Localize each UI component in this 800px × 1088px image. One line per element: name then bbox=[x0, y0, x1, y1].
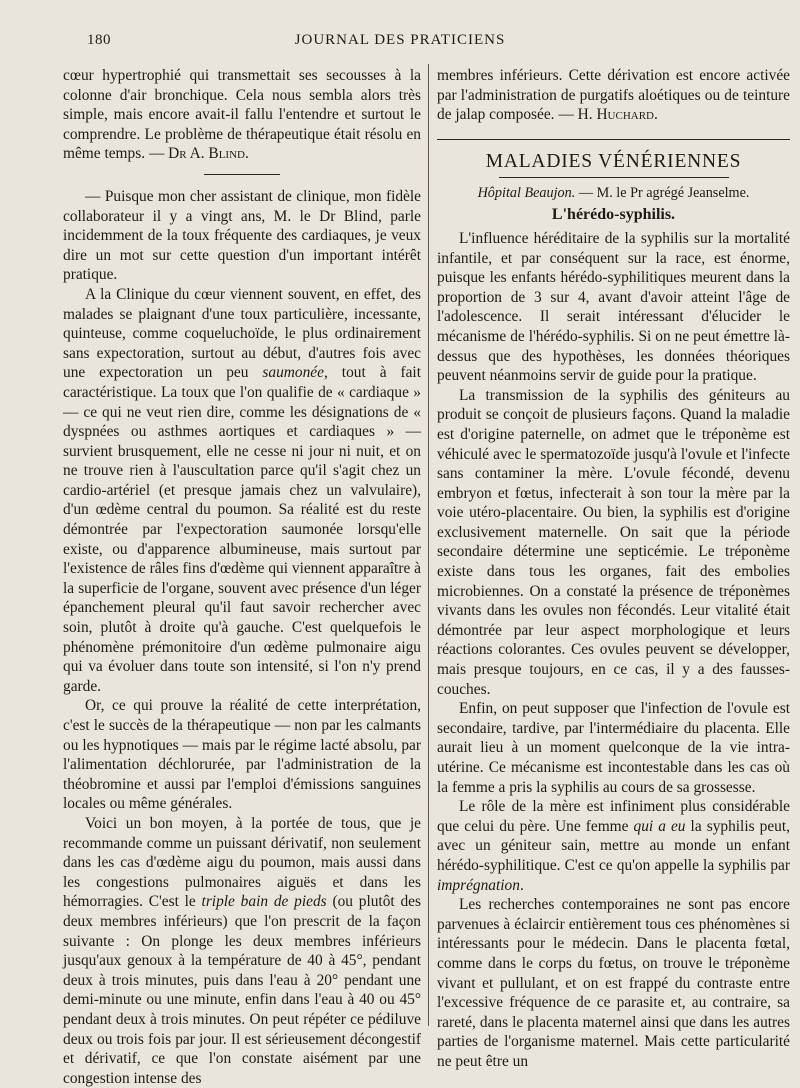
paragraph-intro: — Puisque mon cher assistant de clinique, mon fidèle collaborateur il y a vingt ans, M. le Dr Blind, parle incidemment de la toux fréquente des cardiaques, je veux dire un mot sur cette question d'un important intérêt pratique. bbox=[63, 187, 421, 284]
signature-huchard: — H. Huchard. bbox=[558, 106, 658, 124]
signature-blind: — Dr A. Blind. bbox=[148, 145, 249, 163]
paragraph-transmission: La transmission de la syphilis des géniteurs au produit se conçoit de plusieurs façons. Quand la maladie est d'origine paternelle, on admet que le tréponème est véhiculé avec le spermatozoïde jusqu'à l'ovule et l'infecte sans contaminer la mère. L'ovule fécondé, devenu embryon et fœtus, infecterait à son tour la mère par la voie utéro-placentaire. Ou bien, la syphilis est d'origine exclusivement maternelle. On sait que la période secondaire détermine une septicémie. Le tréponème existe dans tous les organes, fait des embolies microbiennes. On a constaté la présence de tréponèmes vivants dans les ovules non fécondés. Leur vitalité était démontrée par leur aspect morphologique et leurs réactions colorantes. Ces ovules peuvent se développer, mais presque toujours, en ce cas, il y a des fausses-couches. bbox=[437, 386, 790, 698]
paragraph-role-mere: Le rôle de la mère est infiniment plus considérable que celui du père. Une femme qui a eu la syphilis peut, avec un géniteur sain, mettre au monde un enfant hérédo-syphilitique. C'est ce qu'on appelle la syphilis par imprégnation. bbox=[437, 798, 790, 894]
separator-rule bbox=[204, 174, 280, 175]
paragraph-infection-ovule: Enfin, on peut supposer que l'infection de l'ovule est secondaire, tardive, par l'intermédiaire du placenta. Elle aurait lieu à un moment quelconque de la vie intra-utérine. Ce mécanisme est incontestable dans les cas où la femme a pris la syphilis au cours de sa grossesse. bbox=[437, 700, 790, 796]
section-title: MALADIES VÉNÉRIENNES bbox=[437, 139, 790, 178]
hospital-line: Hôpital Beaujon. — M. le Pr agrégé Jeanselme. bbox=[477, 184, 750, 201]
paragraph-bain-de-pieds: Voici un bon moyen, à la portée de tous, que je recommande comme un puissant dérivatif, non seulement dans les cas d'œdème aigu du poumon, mais aussi dans les congestions pulmonaires aiguës et dans les hémorragies. C'est le triple bain de pieds (ou plutôt des deux membres inférieurs) que l'on prescrit de la façon suivante : On plonge les deux membres inférieurs jusqu'aux genoux à la température de 40 à 45°, pendant deux à trois minutes, puis dans l'eau à 20° pendant une demi-minute ou une minute, enfin dans l'eau à 40 ou 45° pendant deux à trois minutes. On peut répéter ce pédiluve deux ou trois fois par jour. Il est sérieusement décongestif et dérivatif, ce que l'on constate aisément par une congestion intense des bbox=[63, 814, 421, 1087]
column-divider bbox=[428, 64, 429, 1026]
running-title: JOURNAL DES PRATICIENS bbox=[294, 32, 506, 48]
left-column bbox=[63, 66, 421, 1088]
paragraph-influence: L'influence héréditaire de la syphilis sur la mortalité infantile, et par conséquent sur la race, est énorme, puisque les enfants hérédo-syphilitiques meurent dans la proportion de 3 sur 4, avant d'avoir atteint l'âge de l'adolescence. Il serait intéressant d'élucider le mécanisme de l'hérédo-syphilis. Si on ne peut émettre là-dessus que des hypothèses, les données théoriques peuvent néanmoins servir de guide pour la pratique. bbox=[437, 229, 790, 385]
paragraph-huchard-end: membres inférieurs. Cette dérivation est encore activée par l'administration de purgatifs aloétiques ou de teinture de jalap composée. — H. Huchard. bbox=[437, 67, 790, 124]
title-underline bbox=[499, 177, 729, 178]
article-subtitle: L'hérédo-syphilis. bbox=[551, 206, 676, 224]
paragraph-toux-cardiaque: A la Clinique du cœur viennent souvent, en effet, des malades se plaignant d'une toux particulière, incessante, quinteuse, comme coqueluchoïde, le plus ordinairement sans expectoration, surtout au début, d'autres fois avec une expectoration un peu saumonée, tout à fait caractéristique. La toux que l'on qualifie de « cardiaque » — ce qui ne veut rien dire, comme les désignations de « dyspnées ou asthmes aortiques et cardiaques » — survient brusquement, elle ne cesse ni jour ni nuit, et on ne trouve rien à l'auscultation parce qu'il s'agit chez un cardio-artériel (et presque jamais chez un valvulaire), d'un œdème central du poumon. Sa réalité est du reste démontrée par l'expectoration saumonée lorsqu'elle existe, ou d'apparence albumineuse, mais surtout par l'existence de râles fins d'œdème qui viennent apparaître à la superficie de l'organe, souvent avec présence d'un léger épanchement pleural qu'il faut savoir rechercher avec soin, plutôt à droite qu'à gauche. C'est quelquefois le phénomène prémonitoire d'un œdème pulmonaire aigu qui va évoluer dans toute son intensité, si l'on n'y prend garde. bbox=[63, 285, 421, 695]
page-number: 180 bbox=[87, 32, 111, 48]
paragraph-blind-end: cœur hypertrophié qui transmettait ses secousses à la colonne d'air bronchique. Cela nous sembla alors très simple, mais encore avait-il fallu l'entendre et surtout le comprendre. Le problème de thérapeutique était résolu en même temps. — Dr A. Blind. bbox=[63, 67, 421, 163]
paragraph-therapeutique: Or, ce qui prouve la réalité de cette interprétation, c'est le succès de la thérapeutique — non par les calmants ou les hypnotiques — mais par le régime lacté absolu, par l'alimentation déchlorurée, par l'administration de la théobromine et aussi par l'emploi d'émissions sanguines locales ou même générales. bbox=[63, 697, 421, 813]
paragraph-recherches: Les recherches contemporaines ne sont pas encore parvenues à éclaircir entièrement tous ces phénomènes si intéressants pour le médecin. Dans le placenta fœtal, comme dans le corps du fœtus, on trouve le tréponème vivant et pullulant, et on est frappé du contraste entre l'excessive fréquence de ce parasite et, au contraire, sa rareté, dans le placenta maternel ainsi que dans les autres parties de l'organisme maternel. Mais cette particularité ne peut être un bbox=[437, 896, 790, 1070]
right-column bbox=[437, 66, 790, 1072]
